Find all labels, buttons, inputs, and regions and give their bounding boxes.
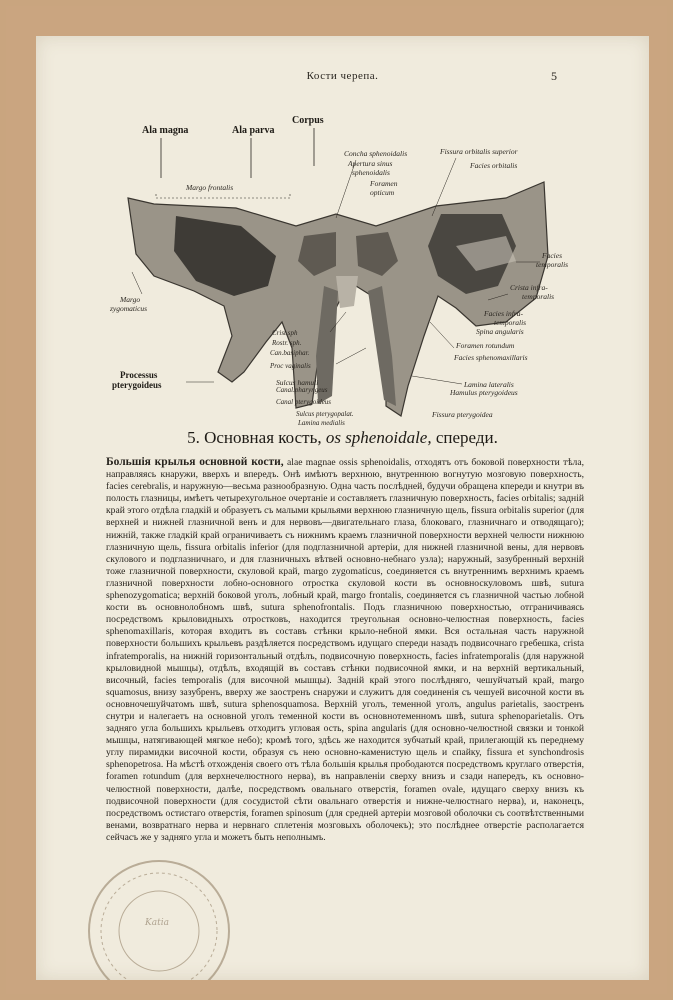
body-content: alae magnae ossis sphenoidalis, отходятъ отъ боковой поверхности тѣла, направляясь кнаружи, вверхъ и впередъ. Онѣ имѣютъ верхнюю, внутреннюю вогнутую мозговую поверхность, facies cerebralis, и наружную—весьма разнообразную. Одна часть послѣдней, будучи обращена кпереди и кнутри въ полость глазницы, имѣетъ четырехугольное очертаніе и составляетъ глазничную поверхность, facies orbitalis; задній край этого отдѣла гладкій и образуетъ съ малыми крыльями верхнюю глазничную щель, fissura orbitalis superior (для верхней и нижней глазничной венъ и для нервовъ—двигательнаго глаза, блоковаго, глазничнаго и отводящаго); нижній, также гладкій край ограничиваетъ съ нижнимъ краемъ глазничной поверхности верхней челюсти нижнюю глазничную щель, fissura orbitalis inferior (для подглазничной артеріи, для нижней глазничной вены, для нервовъ скулового и подглазничнаго, и для глазничныхъ вѣтвей основно-небнаго узла); наружный, зазубренный верхній тоже глазничной поверхности, скуловой край, margo zygomaticus, соединяется съ внутреннимъ верхнимъ краемъ глазничной поверхности лобно-основного отростка скуловой кости въ основноскуловомъ швѣ, sutura sphenozygomatica; верхній боковой уголъ, лобный край, margo frontalis, соединяется съ глазничной частью лобной кости въ основнолобномъ швѣ, sutura sphenofrontalis. Подъ глазничною поверхностью, отграничиваясь посредствомъ крыловидныхъ отростковъ, находится треугольная основно-челюстная поверхность, facies sphenomaxillaris, которая входитъ въ составъ стѣнки крыло-небной ямки. Вся остальная часть наружной поверхности большихъ крыльевъ раздѣляется посредствомъ идущаго спереди назадъ подвисочнаго гребешка, crista infratemporalis, на нижній горизонтальный отдѣлъ, подвисочную поверхность, facies infratemporalis (для наружной крыловидной мышцы), отдѣлъ, входящій въ составъ стѣнки подвисочной ямки, и на верхній вертикальный, височный, facies temporalis (для височной мышцы). Задній край этого послѣдняго, чешуйчатый край, margo squamosus, внизу зазубренъ, вверху же заостренъ снаружи и служитъ для соединенія съ чешуей височной кости въ основночешуйчатомъ швѣ, sutura sphenosquamosa. Верхній уголъ, теменной уголъ, angulus parietalis, заостренъ снутри и налегаетъ на основной уголъ теменной кости въ основнотеменномъ швѣ, sutura sphenoparietalis. Отъ задняго угла большихъ крыльевъ отходитъ угловая ость, spina angularis (для основно-челюстной связки и тонкой мышцы, натягивающей мягкое небо); кромѣ того, здѣсь же находится зубчатый край, прилегающій къ переднему углу пирамидки височной кости, образуя съ нею основно-каменистую щель и спайку, fissura et synchondrosis sphenopetrosa. На мѣстѣ отхожденія своего отъ тѣла большія крылья прободаются посредствомъ круглаго отверстія, foramen rotundum (для верхнечелюстного нерва), въ направленіи сверху внизъ и сзади напередъ, къ основно-челюстной поверхности, далѣе, посредствомъ овальнаго отверстія, foramen ovale, идущаго сверху внизъ къ подвисочной поверхности (для сосудистой сѣти овальнаго отверстія и нижне-челюстнаго нерва), и, наконецъ, посредствомъ остистаго отверстія, foramen spinosum (для средней артеріи мозговой оболочки съ соотвѣтственными венами, возвратнаго нерва и нервнаго сплетенія мозговыхъ оболочекъ); это послѣднее отверстіе располагается сейчасъ же у задняго угла и можетъ быть неполнымъ. xyxy=(106,457,584,843)
body-text xyxy=(106,456,584,844)
label-processus-2: pterygoideus xyxy=(112,380,162,390)
label-corpus: Corpus xyxy=(292,115,324,126)
label-facies-infra-1: Facies infra- xyxy=(484,309,523,318)
label-ala-parva: Ala parva xyxy=(232,125,275,136)
label-rostr-sph: Rostr. sph. xyxy=(272,339,302,347)
section-title-suffix: спереди. xyxy=(435,428,498,447)
page-number: 5 xyxy=(551,69,557,83)
label-foramen-2: opticum xyxy=(370,188,395,197)
running-head: Кости черепа. xyxy=(306,70,379,82)
label-concha: Concha sphenoidalis xyxy=(344,149,408,158)
label-facies-temporalis-2: temporalis xyxy=(536,260,569,269)
label-proc-vaginalis: Proc vaginalis xyxy=(270,362,311,370)
label-lamina-lateralis: Lamina lateralis xyxy=(464,380,514,389)
label-lamina-medialis: Lamina medialis xyxy=(298,419,345,426)
section-title-latin: os sphenoidale, xyxy=(325,428,432,447)
section-title-prefix: 5. Основная кость, xyxy=(187,428,322,447)
label-facies-temporalis-1: Facies xyxy=(542,251,562,260)
stamp-text: Katia xyxy=(145,918,169,928)
label-facies-spheno: Facies sphenomaxillaris xyxy=(454,353,528,362)
label-fissura-pterygoidea: Fissura pterygoidea xyxy=(432,410,493,419)
body-paragraph xyxy=(106,456,584,844)
label-margo-zyg-1: Margo xyxy=(120,295,141,304)
book-page xyxy=(36,36,649,980)
label-fissura-orb-sup: Fissura orbitalis superior xyxy=(440,147,518,156)
label-crista-infra-2: temporalis xyxy=(522,292,555,301)
section-title xyxy=(36,428,649,448)
label-can-basiphar: Can.basiphar. xyxy=(270,349,310,357)
label-facies-infra-2: temporalis xyxy=(494,318,527,327)
label-hamulus: Hamulus pterygoideus xyxy=(450,388,518,397)
label-crista-infra-1: Crista infra- xyxy=(510,283,548,292)
label-apertura-1: Apertura sinus xyxy=(348,159,393,168)
label-sulcus-hamuli: Sulcus hamuli xyxy=(276,378,319,387)
label-canal-pterygoideus: Canal pterygoideus xyxy=(276,398,332,406)
label-ala-magna: Ala magna xyxy=(142,125,189,136)
label-margo-zyg-2: zygomaticus xyxy=(110,304,148,313)
label-spina-angularis: Spina angularis xyxy=(476,327,524,336)
label-foramen-1: Foramen xyxy=(370,179,398,188)
label-crist-sph: Crist.sph xyxy=(272,329,298,337)
label-foramen-rotundum: Foramen rotundum xyxy=(456,341,515,350)
label-sulcus-pterygopalat: Sulcus pterygopalat. xyxy=(296,410,354,418)
watermark-stamp xyxy=(84,856,234,980)
label-processus-1: Processus xyxy=(120,370,158,380)
page-frame xyxy=(6,6,667,994)
body-lead: Большія крылья основной кости, xyxy=(106,456,284,468)
sphenoid-bone-illustration xyxy=(36,86,649,426)
label-apertura-2: sphenoidalis xyxy=(352,168,390,177)
label-canal-pharyngeus: Canal.pharyngeus xyxy=(276,386,328,394)
label-margo-frontalis: Margo frontalis xyxy=(186,183,234,192)
label-facies-orbitalis: Facies orbitalis xyxy=(470,161,518,170)
